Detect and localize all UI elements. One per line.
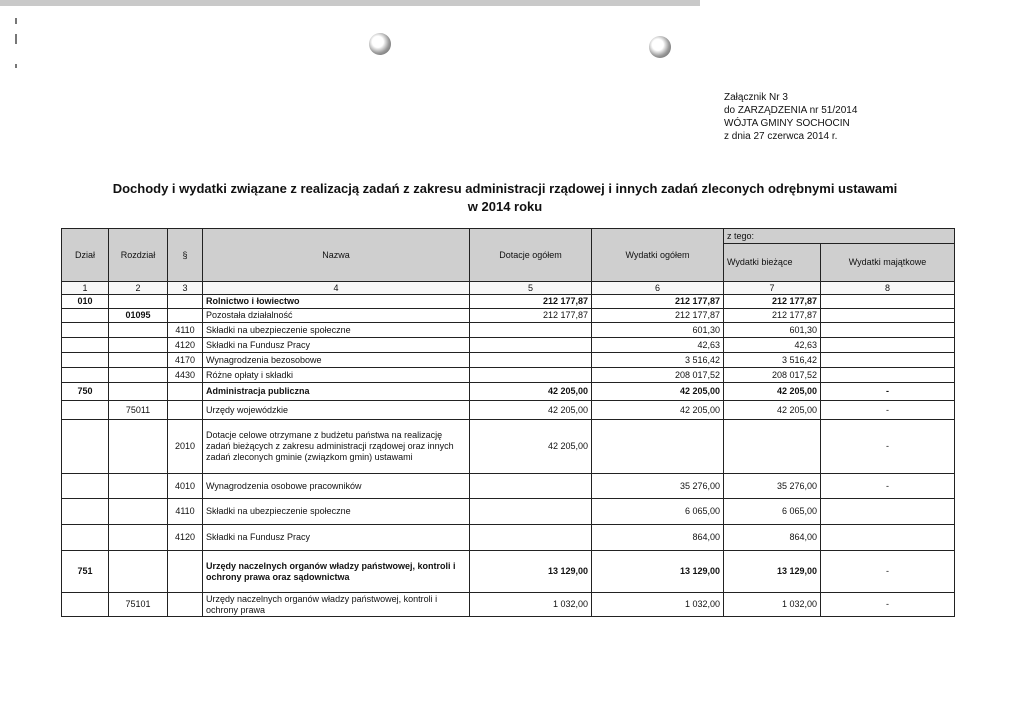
header-biezace: Wydatki bieżące xyxy=(724,244,821,282)
header-dzial: Dział xyxy=(62,229,109,282)
cell-rozdzial xyxy=(109,368,168,383)
cell-biezace: 864,00 xyxy=(724,525,821,551)
cell-biezace: 42 205,00 xyxy=(724,401,821,420)
column-number: 1 xyxy=(62,282,109,295)
cell-rozdzial xyxy=(109,474,168,499)
header-wydatki: Wydatki ogółem xyxy=(592,229,724,282)
cell-biezace: 1 032,00 xyxy=(724,593,821,617)
table-header-row xyxy=(62,229,955,244)
cell-rozdzial xyxy=(109,551,168,593)
scan-speck xyxy=(15,34,17,44)
cell-nazwa: Rolnictwo i łowiectwo xyxy=(203,295,470,309)
cell-nazwa: Urzędy naczelnych organów władzy państwowej, kontroli i ochrony prawa xyxy=(203,593,470,617)
table-row xyxy=(62,368,955,383)
cell-rozdzial: 75101 xyxy=(109,593,168,617)
column-number: 6 xyxy=(592,282,724,295)
cell-nazwa: Administracja publiczna xyxy=(203,383,470,401)
table-row xyxy=(62,338,955,353)
cell-nazwa: Składki na Fundusz Pracy xyxy=(203,338,470,353)
cell-dzial xyxy=(62,368,109,383)
cell-rozdzial xyxy=(109,525,168,551)
cell-dotacje xyxy=(470,323,592,338)
cell-wydatki: 35 276,00 xyxy=(592,474,724,499)
table-row xyxy=(62,323,955,338)
cell-dzial xyxy=(62,338,109,353)
table-row-section xyxy=(62,551,955,593)
annex-line-3: WÓJTA GMINY SOCHOCIN xyxy=(724,118,850,129)
table-row xyxy=(62,474,955,499)
column-number: 3 xyxy=(168,282,203,295)
cell-rozdzial: 75011 xyxy=(109,401,168,420)
cell-majatkowe: - xyxy=(821,420,955,474)
cell-majatkowe xyxy=(821,295,955,309)
cell-wydatki: 42,63 xyxy=(592,338,724,353)
cell-paragraf: 4110 xyxy=(168,499,203,525)
cell-majatkowe: - xyxy=(821,383,955,401)
cell-dzial: 010 xyxy=(62,295,109,309)
document-title: Dochody i wydatki związane z realizacją zadań z zakresu administracji rządowej i innych zadań zleconych odrębnymi ustawami xyxy=(112,181,898,196)
cell-nazwa: Różne opłaty i składki xyxy=(203,368,470,383)
document-title-year: w 2014 roku xyxy=(467,199,543,214)
cell-wydatki: 864,00 xyxy=(592,525,724,551)
cell-paragraf xyxy=(168,593,203,617)
table-row xyxy=(62,525,955,551)
header-z-tego: z tego: xyxy=(724,229,955,244)
cell-majatkowe xyxy=(821,353,955,368)
cell-majatkowe xyxy=(821,499,955,525)
cell-wydatki: 1 032,00 xyxy=(592,593,724,617)
cell-majatkowe: - xyxy=(821,401,955,420)
cell-dzial: 751 xyxy=(62,551,109,593)
table-row-chapter xyxy=(62,401,955,420)
cell-dotacje xyxy=(470,474,592,499)
cell-wydatki: 42 205,00 xyxy=(592,383,724,401)
cell-wydatki: 212 177,87 xyxy=(592,309,724,323)
column-number: 7 xyxy=(724,282,821,295)
annex-header xyxy=(724,91,857,143)
cell-dotacje: 212 177,87 xyxy=(470,309,592,323)
cell-biezace: 6 065,00 xyxy=(724,499,821,525)
scan-top-edge xyxy=(0,0,700,6)
cell-rozdzial xyxy=(109,383,168,401)
cell-dzial xyxy=(62,401,109,420)
cell-dotacje xyxy=(470,353,592,368)
cell-nazwa: Składki na ubezpieczenie społeczne xyxy=(203,499,470,525)
cell-dotacje: 42 205,00 xyxy=(470,401,592,420)
cell-wydatki: 208 017,52 xyxy=(592,368,724,383)
scan-speck xyxy=(15,18,17,24)
cell-dzial xyxy=(62,323,109,338)
cell-wydatki: 3 516,42 xyxy=(592,353,724,368)
cell-nazwa: Urzędy wojewódzkie xyxy=(203,401,470,420)
scan-speck xyxy=(15,64,17,68)
cell-dzial: 750 xyxy=(62,383,109,401)
cell-dotacje xyxy=(470,368,592,383)
cell-biezace: 208 017,52 xyxy=(724,368,821,383)
cell-nazwa: Dotacje celowe otrzymane z budżetu państwa na realizację zadań bieżących z zakresu administracji rządowej oraz innych zadań zleconych gminie (związkom gmin) ustawami xyxy=(203,420,470,474)
punch-hole-left xyxy=(369,33,391,55)
cell-biezace: 35 276,00 xyxy=(724,474,821,499)
cell-biezace: 601,30 xyxy=(724,323,821,338)
cell-paragraf: 2010 xyxy=(168,420,203,474)
column-number: 8 xyxy=(821,282,955,295)
cell-paragraf: 4430 xyxy=(168,368,203,383)
cell-dotacje: 1 032,00 xyxy=(470,593,592,617)
cell-rozdzial xyxy=(109,499,168,525)
cell-paragraf: 4110 xyxy=(168,323,203,338)
column-number: 2 xyxy=(109,282,168,295)
cell-rozdzial xyxy=(109,420,168,474)
cell-wydatki: 6 065,00 xyxy=(592,499,724,525)
cell-dzial xyxy=(62,474,109,499)
cell-majatkowe xyxy=(821,338,955,353)
cell-wydatki: 13 129,00 xyxy=(592,551,724,593)
cell-dotacje xyxy=(470,499,592,525)
cell-dotacje: 212 177,87 xyxy=(470,295,592,309)
header-rozdzial: Rozdział xyxy=(109,229,168,282)
cell-majatkowe xyxy=(821,309,955,323)
cell-dotacje xyxy=(470,338,592,353)
cell-nazwa: Składki na ubezpieczenie społeczne xyxy=(203,323,470,338)
cell-paragraf xyxy=(168,551,203,593)
cell-biezace: 212 177,87 xyxy=(724,295,821,309)
punch-hole-right xyxy=(649,36,671,58)
cell-biezace: 3 516,42 xyxy=(724,353,821,368)
cell-majatkowe xyxy=(821,323,955,338)
cell-dotacje: 42 205,00 xyxy=(470,420,592,474)
table-row xyxy=(62,499,955,525)
cell-nazwa: Urzędy naczelnych organów władzy państwowej, kontroli i ochrony prawa oraz sądownictwa xyxy=(203,551,470,593)
cell-biezace: 42 205,00 xyxy=(724,383,821,401)
column-number: 5 xyxy=(470,282,592,295)
table-row xyxy=(62,420,955,474)
cell-paragraf: 4120 xyxy=(168,338,203,353)
cell-wydatki: 42 205,00 xyxy=(592,401,724,420)
cell-wydatki: 601,30 xyxy=(592,323,724,338)
cell-rozdzial xyxy=(109,353,168,368)
cell-nazwa: Wynagrodzenia bezosobowe xyxy=(203,353,470,368)
cell-paragraf xyxy=(168,401,203,420)
cell-nazwa: Wynagrodzenia osobowe pracowników xyxy=(203,474,470,499)
cell-paragraf xyxy=(168,309,203,323)
header-nazwa: Nazwa xyxy=(203,229,470,282)
annex-line-2: do ZARZĄDZENIA nr 51/2014 xyxy=(724,105,858,116)
cell-majatkowe xyxy=(821,525,955,551)
cell-wydatki xyxy=(592,420,724,474)
table-row-section xyxy=(62,295,955,309)
cell-rozdzial xyxy=(109,295,168,309)
cell-paragraf: 4170 xyxy=(168,353,203,368)
cell-biezace xyxy=(724,420,821,474)
annex-line-4: z dnia 27 czerwca 2014 r. xyxy=(724,131,838,142)
header-majatkowe: Wydatki majątkowe xyxy=(821,244,955,282)
cell-rozdzial xyxy=(109,338,168,353)
column-number: 4 xyxy=(203,282,470,295)
cell-paragraf xyxy=(168,295,203,309)
budget-table xyxy=(61,228,955,617)
cell-paragraf: 4120 xyxy=(168,525,203,551)
cell-biezace: 212 177,87 xyxy=(724,309,821,323)
cell-dotacje: 13 129,00 xyxy=(470,551,592,593)
cell-biezace: 13 129,00 xyxy=(724,551,821,593)
cell-rozdzial: 01095 xyxy=(109,309,168,323)
cell-dzial xyxy=(62,309,109,323)
header-dotacje: Dotacje ogółem xyxy=(470,229,592,282)
table-row-chapter xyxy=(62,309,955,323)
cell-majatkowe: - xyxy=(821,593,955,617)
column-numbers-row xyxy=(62,282,955,295)
cell-dzial xyxy=(62,353,109,368)
table-row xyxy=(62,353,955,368)
cell-dotacje: 42 205,00 xyxy=(470,383,592,401)
cell-dzial xyxy=(62,525,109,551)
cell-dotacje xyxy=(470,525,592,551)
cell-paragraf: 4010 xyxy=(168,474,203,499)
cell-dzial xyxy=(62,593,109,617)
cell-majatkowe: - xyxy=(821,551,955,593)
cell-biezace: 42,63 xyxy=(724,338,821,353)
table-row-chapter xyxy=(62,593,955,617)
cell-wydatki: 212 177,87 xyxy=(592,295,724,309)
cell-majatkowe: - xyxy=(821,474,955,499)
cell-dzial xyxy=(62,499,109,525)
cell-nazwa: Pozostała działalność xyxy=(203,309,470,323)
cell-paragraf xyxy=(168,383,203,401)
cell-rozdzial xyxy=(109,323,168,338)
cell-majatkowe xyxy=(821,368,955,383)
cell-dzial xyxy=(62,420,109,474)
annex-line-1: Załącznik Nr 3 xyxy=(724,92,788,103)
cell-nazwa: Składki na Fundusz Pracy xyxy=(203,525,470,551)
header-paragraf: § xyxy=(168,229,203,282)
table-row-section xyxy=(62,383,955,401)
